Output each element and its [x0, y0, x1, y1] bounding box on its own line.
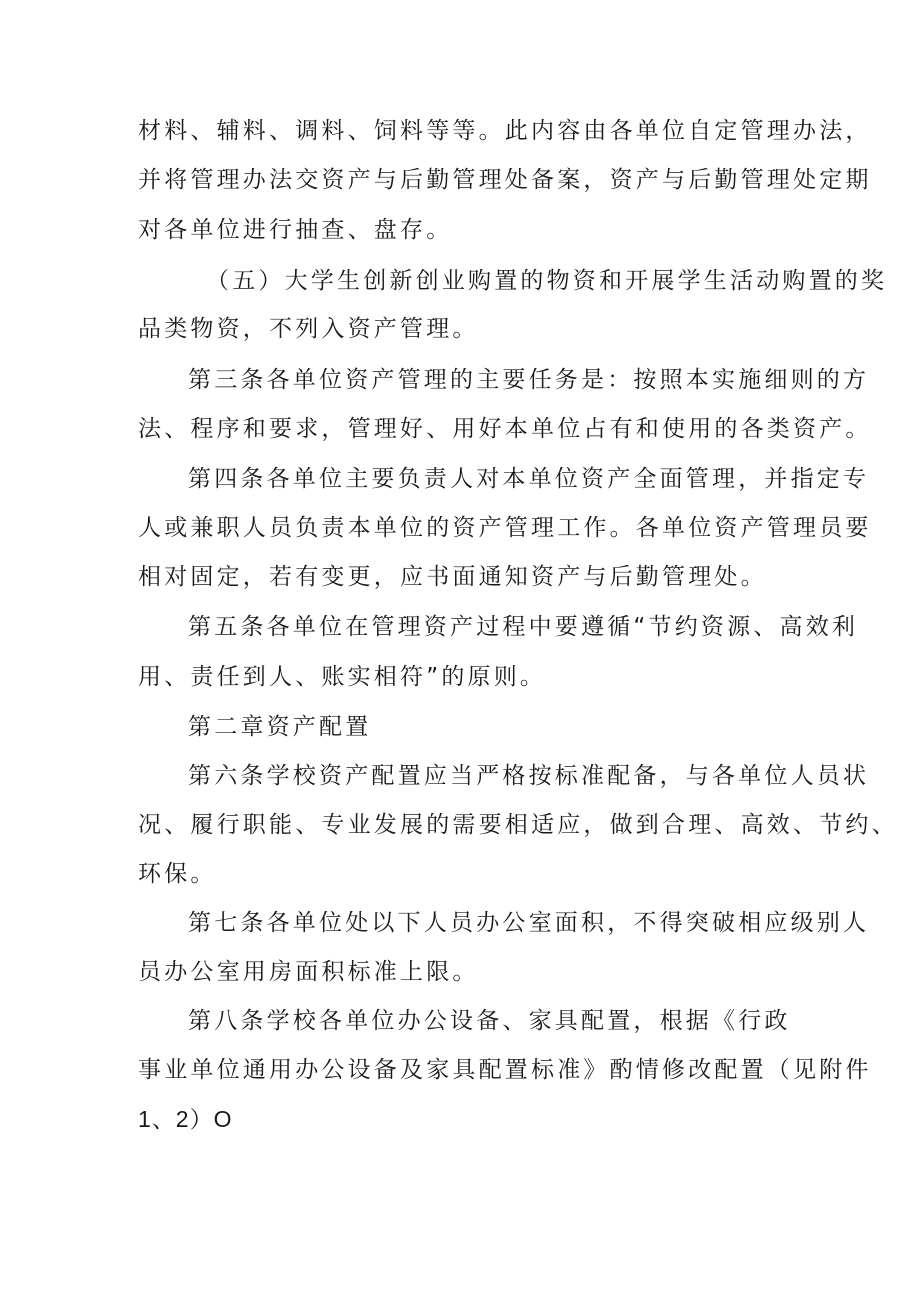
paragraph-item-5-line-2: 品类物资，不列入资产管理。	[138, 316, 479, 342]
paragraph-article-8-line-1: 第八条学校各单位办公设备、家具配置，根据《行政	[188, 1008, 791, 1034]
paragraph-article-4-line-3: 相对固定，若有变更，应书面通知资产与后勤管理处。	[138, 564, 767, 590]
chapter-2-heading: 第二章资产配置	[188, 714, 372, 740]
paragraph-article-3-line-2: 法、程序和要求，管理好、用好本单位占有和使用的各类资产。	[138, 416, 872, 442]
paragraph-article-7-line-2: 员办公室用房面积标准上限。	[138, 959, 479, 985]
paragraph-article-3-line-1: 第三条各单位资产管理的主要任务是：按照本实施细则的方	[188, 367, 870, 393]
paragraph-article-4-line-1: 第四条各单位主要负责人对本单位资产全面管理，并指定专	[188, 466, 870, 492]
paragraph-article-5-line-2: 用、责任到人、账实相符”的原则。	[138, 664, 547, 690]
paragraph-materials-line-1: 材料、辅料、调料、饲料等等。此内容由各单位自定管理办法，	[138, 118, 872, 144]
paragraph-article-8-line-3: 1、2）O	[138, 1106, 233, 1132]
paragraph-materials-line-3: 对各单位进行抽查、盘存。	[138, 217, 453, 243]
paragraph-item-5-line-1: （五）大学生创新创业购置的物资和开展学生活动购置的奖	[206, 268, 888, 294]
paragraph-article-8-line-2: 事业单位通用办公设备及家具配置标准》酌情修改配置（见附件	[138, 1057, 872, 1083]
paragraph-materials-line-2: 并将管理办法交资产与后勤管理处备案，资产与后勤管理处定期	[138, 167, 872, 193]
paragraph-article-6-line-3: 环保。	[138, 861, 217, 887]
paragraph-article-6-line-1: 第六条学校资产配置应当严格按标准配备，与各单位人员状	[188, 763, 870, 789]
paragraph-article-5-line-1: 第五条各单位在管理资产过程中要遵循“节约资源、高效利	[188, 614, 859, 640]
paragraph-article-7-line-1: 第七条各单位处以下人员办公室面积，不得突破相应级别人	[188, 910, 870, 936]
paragraph-article-4-line-2: 人或兼职人员负责本单位的资产管理工作。各单位资产管理员要	[138, 515, 872, 541]
paragraph-article-6-line-2: 况、履行职能、专业发展的需要相适应，做到合理、高效、节约、	[138, 812, 898, 838]
